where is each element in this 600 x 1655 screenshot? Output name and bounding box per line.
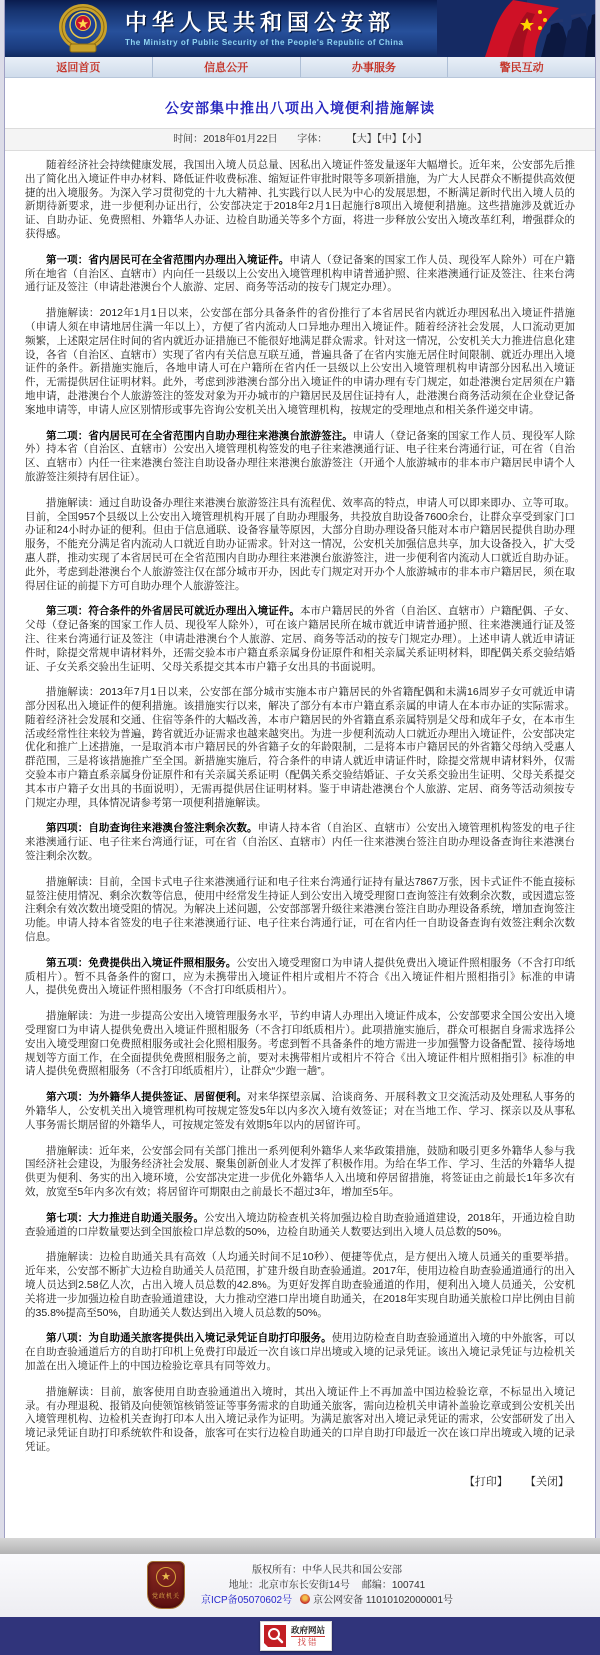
time-label: 时间： bbox=[173, 134, 204, 145]
article-item-paragraph: 第七项：大力推进自助通关服务。公安出入境边防检查机关将加强边检自助查验通道建设，2018年，开通边检自助查验通道的口岸数量要达到全国旅检口岸总数的50%，边检自助通关人数要达到出入境人员总数的50%。 bbox=[25, 1211, 576, 1238]
article-date: 2018年01月22日 bbox=[203, 134, 278, 145]
navbar bbox=[5, 57, 595, 78]
party-government-shield-icon[interactable] bbox=[147, 1561, 185, 1609]
shield-label: 党政机关 bbox=[151, 1594, 180, 1600]
address-line bbox=[201, 1578, 453, 1593]
find-error-line2: 找错 bbox=[297, 1636, 319, 1647]
article-paragraph: 措施解读：为进一步提高公安出入境管理服务水平，节约申请人办理出入境证件成本，公安部要求全国公安出入境受理窗口为申请人提供免费出入境证件照相服务（不含打印纸质相片）。此项措施实施后，群众可根据自身需求选择公安出入境受理窗口免费照相服务或社会化照相服务。考虑到暂不具备条件的地方需进一步加强警力设备配置、接待场地规划等方面工作，在全面提供免费照相服务之前，要对未携带相片或相片不符合《出入境证件相片照相指引》标准的申请人提供免费照相服务（不含打印纸质相片），让群众“少跑一趟”。 bbox=[25, 1010, 575, 1078]
find-error-line1: 政府网站 bbox=[291, 1624, 326, 1635]
site-footer bbox=[0, 1554, 600, 1617]
nav-item-1[interactable]: 返回首页 bbox=[56, 62, 101, 74]
print-button[interactable]: 【打印】 bbox=[463, 1475, 508, 1488]
article-item-paragraph: 第二项：省内居民可在全省范围内自助办理往来港澳台旅游签注。申请人（登记备案的国家工作人员、现役军人除外）持本省（自治区、直辖市）公安出入境管理机构签发的电子往来港澳通行证、电子往来台湾通行证，可在省（自治区、直辖市）内任一往来港澳台签注自助设备办理往来港澳台旅游签注（开通个人旅游城市的非本市户籍居民申请个人旅游签注须持有居住证）。 bbox=[25, 429, 576, 483]
font-size-large-button[interactable]: 【大】 bbox=[346, 134, 377, 145]
national-emblem-badge-icon bbox=[300, 1594, 310, 1604]
magnifier-icon bbox=[263, 1624, 287, 1648]
article-item-paragraph: 第一项：省内居民可在全省范围内办理出入境证件。申请人（登记备案的国家工作人员、现役军人除外）可在户籍所在地省（自治区、直辖市）内向任一县级以上公安出入境管理机构申请普通护照、往来港澳通行证及签注、往来台湾通行证及签注（申请赴港澳台个人旅游、定居、商务等活动的按专门规定办理）。 bbox=[25, 253, 576, 294]
article-paragraph: 措施解读：目前，全国卡式电子往来港澳通行证和电子往来台湾通行证持有量达7867万张，因卡式证件不能直接标显签注使用情况、剩余次数等信息，使用中经常发生持证人到公安出入境受理窗口查询签注有效剩余次数，或因遗忘签注剩余有效次数出境受阻的情况。为解决上述问题，公安部部署升级往来港澳台签注自助办理设备系统，增加查询签注功能。申请人持本省签发的电子往来港澳通行证、电子往来台湾通行证，可在省内任一自助设备查询有效签注剩余次数信息。 bbox=[25, 875, 575, 944]
page bbox=[4, 0, 596, 1538]
find-error-badge[interactable] bbox=[260, 1621, 332, 1651]
icp-link[interactable]: 京ICP备05070602号 bbox=[200, 1594, 293, 1606]
article bbox=[5, 78, 595, 1538]
site-title: 中华人民共和国公安部 bbox=[125, 9, 396, 35]
item-title: 第二项：省内居民可在全省范围内自助办理往来港澳台旅游签注。 bbox=[46, 429, 353, 442]
nav-item-4[interactable]: 警民互动 bbox=[447, 57, 595, 77]
site-subtitle: The Ministry of Public Security of the People's Republic of China bbox=[125, 37, 404, 47]
item-title: 第一项：省内居民可在全省范围内办理出入境证件。 bbox=[46, 253, 290, 266]
article-paragraph: 措施解读：通过自助设备办理往来港澳台旅游签注具有流程优、效率高的特点，申请人可以即来即办、立等可取。目前，全国957个县级以上公安出入境管理机构开展了自助办理服务，共投放自助设备7600余台，让群众享受到家门口办证和24小时办证的便利。但由于信息通联、设备容量等原因，大部分自助办理设备只能对本市户籍居民提供自助办理服务，不能充分满足省内流动人口就近自助办证需求。针对这一情况，公安机关加强信息共享，加大设备投入，扩大受惠人群，推动实现了本省居民可在全省范围内自助办理往来港澳台旅游签注，进一步便利省内流动人口就近自助办证。此外，考虑到赴港澳台个人旅游签注仅在部分城市开办，因此专门规定对开办个人旅游城市的非本市户籍居民，须在取得居住证的前提下方可自助办理个人旅游签注。 bbox=[25, 496, 575, 592]
police-badge-icon bbox=[59, 3, 107, 55]
close-button[interactable]: 【关闭】 bbox=[525, 1475, 569, 1488]
registration-line bbox=[201, 1593, 453, 1608]
nav-item-2[interactable]: 信息公开 bbox=[152, 57, 300, 77]
bottom-bar bbox=[0, 1617, 600, 1655]
page-title: 公安部集中推出八项出入境便利措施解读 bbox=[165, 100, 435, 116]
beian-link[interactable]: 京公网安备 11010102000001号 bbox=[313, 1594, 454, 1606]
item-title: 第八项：为自助通关旅客提供出入境记录凭证自助打印服务。 bbox=[46, 1332, 332, 1345]
site-header bbox=[5, 0, 595, 57]
flag-and-officers-photo bbox=[437, 0, 595, 57]
item-title: 第三项：符合条件的外省居民可就近办理出入境证件。 bbox=[46, 605, 300, 618]
article-paragraph: 措施解读：2013年7月1日以来，公安部在部分城市实施本市户籍居民的外省籍配偶和未满16周岁子女可就近申请部分因私出入境证件的便利措施。该措施实行以来，解决了部分有本市户籍直系亲属的申请人在本市办证的实际需求。随着经济社会发展和交通、住宿等条件的大幅改善，本市户籍居民的外省籍直系亲属特别是父母和成年子女，在本市生活或经常性往来较为普遍，跨省就近办证需求也越来越突出。为进一步便利流动人口就近办理出入境证件，公安部决定优化和推广上述措施，一是取消本市户籍居民的外省籍子女的年龄限制，二是将本市户籍居民的外省籍父母纳入受惠人群范围，三是将该措施推广至全国。新措施实施后，符合条件的申请人就近申请证件时，除提交常规申请材料外，仅需交验本市户籍直系亲属身份证原件和有关亲属关系证明（配偶关系交验结婚证、子女关系交验出生证明、父母关系提交其本市户籍子女出具的书面说明），无需再提供居住证明材料。鉴于申请赴港澳台个人旅游、定居、商务等活动须按专门规定办理，具体情况请参考第一项便利措施解读。 bbox=[25, 686, 575, 809]
address-text: 地址：北京市东长安街14号 bbox=[228, 1579, 350, 1591]
meta-bar bbox=[5, 128, 595, 151]
article-paragraph: 措施解读：边检自助通关具有高效（人均通关时间不足10秒）、便捷等优点，是方便出入境人员通关的重要举措。近年来，公安部不断扩大边检自助通关人员范围，扩建升级自助查验通道。2017年，使用边检自助查验通道通行的出入境人员达到2.58亿人次，占出入境人员总数的42.8%。为更好发挥自助查验通道的作用，便利出入境人员通关，公安机关将进一步加强边检自助查验通道建设，大力推动空港口岸出境自助通关，在2018年实现自助通关旅检口岸比例由目前的35.8%提高至50%，自助通关人数达到出入境人员总数的50%。 bbox=[25, 1251, 575, 1319]
header-titles bbox=[125, 11, 403, 47]
article-item-paragraph: 第三项：符合条件的外省居民可就近办理出入境证件。本市户籍居民的外省（自治区、直辖市）户籍配偶、子女、父母（登记备案的国家工作人员、现役军人除外），可在该户籍居民所在城市就近申请普通护照、往来港澳通行证及签注、往来台湾通行证及签注（申请赴港澳台个人旅游、定居、商务等活动的按专门规定办理）。上述申请人就近申请证件时，除提交常规申请材料外，还需交验本市户籍直系亲属身份证原件和相关亲属关系证明材料，即配偶关系交验结婚证、子女关系交验出生证明、父母关系提交其本市户籍子女出具的书面说明。 bbox=[25, 605, 576, 673]
article-paragraph: 措施解读：2012年1月1日以来，公安部在部分具备条件的省份推行了本省居民省内就近办理因私出入境证件措施（申请人须在申请地居住满一年以上），方便了省内流动人口异地办理出入境证件。随着经济社会发展，人口流动更加频繁，上述限定居住时间的省内就近办证措施已不能很好地满足群众需求。针对这一情况，公安机关大力推进信息化建设，各省（自治区、直辖市）实现了省内有关信息互联互通，普遍具备了在省内实施无居住时间限制、就近办理出入境证件的条件。新措施实施后，各地申请人可在户籍所在省内任一县级以上公安出入境管理机构申请部分因私出入境证件，无需提供居住证明材料。此外，考虑到涉港澳台部分出入境证件的申请办理有专门规定，如赴港澳台定居须在户籍地申请，赴港澳台个人旅游签注的签发对象为开办城市的户籍居民及居住证持有人，赴港澳台商务活动须在企业登记备案地申请等，申请人应区别情形或事先咨询公安机关出入境管理机构，按规定的受理地点和相关条件递交申请。 bbox=[25, 307, 575, 416]
article-body bbox=[5, 151, 595, 1455]
article-paragraph: 随着经济社会持续健康发展，我国出入境人员总量、因私出入境证件签发量逐年大幅增长。近年来，公安部先后推出了简化出入境证件申办材料、降低证件收费标准、缩短证件审批时限等多项新措施，为广大人民群众不断提供高效便捷的出入境服务。为深入学习贯彻党的十九大精神、扎实践行以人民为中心的发展思想，不断满足新时代出入境人员的新期待新要求，进一步便利办证出行，公安部决定于2018年2月1日起施行8项出入境便利措施。这些措施涉及就近办证、自助办证、免费照相、外籍华人办证、边检自助通关等多个方面，将进一步释放公安出入境改革红利，增强群众的获得感。 bbox=[25, 159, 575, 240]
article-item-paragraph: 第四项：自助查询往来港澳台签注剩余次数。申请人持本省（自治区、直辖市）公安出入境管理机构签发的电子往来港澳通行证、电子往来台湾通行证，可在省（自治区、直辖市）内任一往来港澳台签注自助办理设备查询往来港澳台签注剩余次数。 bbox=[25, 822, 576, 863]
article-actions bbox=[5, 1467, 595, 1495]
find-error-text bbox=[287, 1624, 329, 1648]
font-size-small-button[interactable]: 【小】 bbox=[401, 134, 427, 145]
item-title: 第七项：大力推进自助通关服务。 bbox=[46, 1211, 205, 1224]
article-paragraph: 措施解读：近年来，公安部会同有关部门推出一系列便利外籍华人来华政策措施，鼓励和吸引更多外籍华人参与我国经济社会建设，为服务经济社会发展、聚集创新创业人才发挥了积极作用。为给在华工作、学习、生活的外籍华人提供更为便利、务实的出入境环境，公安部决定进一步优化外籍华人入出境和停居留措施，将签证由之前最长1年多次有效，放宽至5年内多次有效；将居留许可期限由之前最长不超过3年，增加至5年。 bbox=[25, 1144, 575, 1198]
item-title: 第六项：为外籍华人提供签证、居留便利。 bbox=[46, 1091, 248, 1104]
separator-bar bbox=[0, 1538, 600, 1554]
postcode-text: 邮编：100741 bbox=[361, 1579, 426, 1591]
article-item-paragraph: 第五项：免费提供出入境证件照相服务。公安出入境受理窗口为申请人提供免费出入境证件照相服务（不含打印纸质相片）。暂不具备条件的窗口，应为未携带出入境证件相片或相片不符合《出入境证件相片照相指引》标准的申请人，提供免费出入境证件照相服务（不含打印纸质相片）。 bbox=[25, 956, 575, 997]
article-item-paragraph: 第六项：为外籍华人提供签证、居留便利。对来华探望亲属、洽谈商务、开展科教文卫交流活动及处理私人事务的外籍华人，公安机关出入境管理机构可按规定签发5年以内多次入境有效签证；对在当地工作、学习、探亲以及从事私人事务需长期居留的外籍华人，可按规定签发有效期5年以内的居留许可。 bbox=[25, 1091, 576, 1131]
item-title: 第五项：免费提供出入境证件照相服务。 bbox=[46, 956, 237, 969]
article-paragraph: 措施解读：目前，旅客使用自助查验通道出入境时，其出入境证件上不再加盖中国边检验讫章，不标显出入境记录。有办理退税、报销及向使领馆核销签证等事务需求的自助通关旅客，需向边检机关申请补盖验讫章或到公安机关出入境管理机构、边检机关查询打印本人出入境记录作为证明。为满足旅客对出入境记录凭证的需求，公安部研发了出入境记录凭证自助打印系统软件和设备，旅客可在实行边检自助通关的口岸自助打印最近一次在该口岸出境或入境的记录凭证。 bbox=[25, 1385, 575, 1453]
footer-lines bbox=[201, 1563, 453, 1608]
item-title: 第四项：自助查询往来港澳台签注剩余次数。 bbox=[46, 822, 258, 835]
font-size-medium-button[interactable]: 【中】 bbox=[376, 134, 402, 145]
font-label: 字体： bbox=[297, 134, 328, 145]
copyright-line: 版权所有：中华人民共和国公安部 bbox=[251, 1564, 402, 1576]
shield-emblem-icon bbox=[156, 1567, 176, 1587]
nav-item-3[interactable]: 办事服务 bbox=[300, 57, 448, 77]
article-item-paragraph: 第八项：为自助通关旅客提供出入境记录凭证自助打印服务。使用边防检查自助查验通道出入境的中外旅客，可以在自助查验通道后方的自助打印机上免费打印最近一次自该口岸出境或入境的记录凭证。该出入境记录凭证与边检机关加盖在出入境证件上的中国边检验讫章具有同等效力。 bbox=[25, 1332, 575, 1372]
